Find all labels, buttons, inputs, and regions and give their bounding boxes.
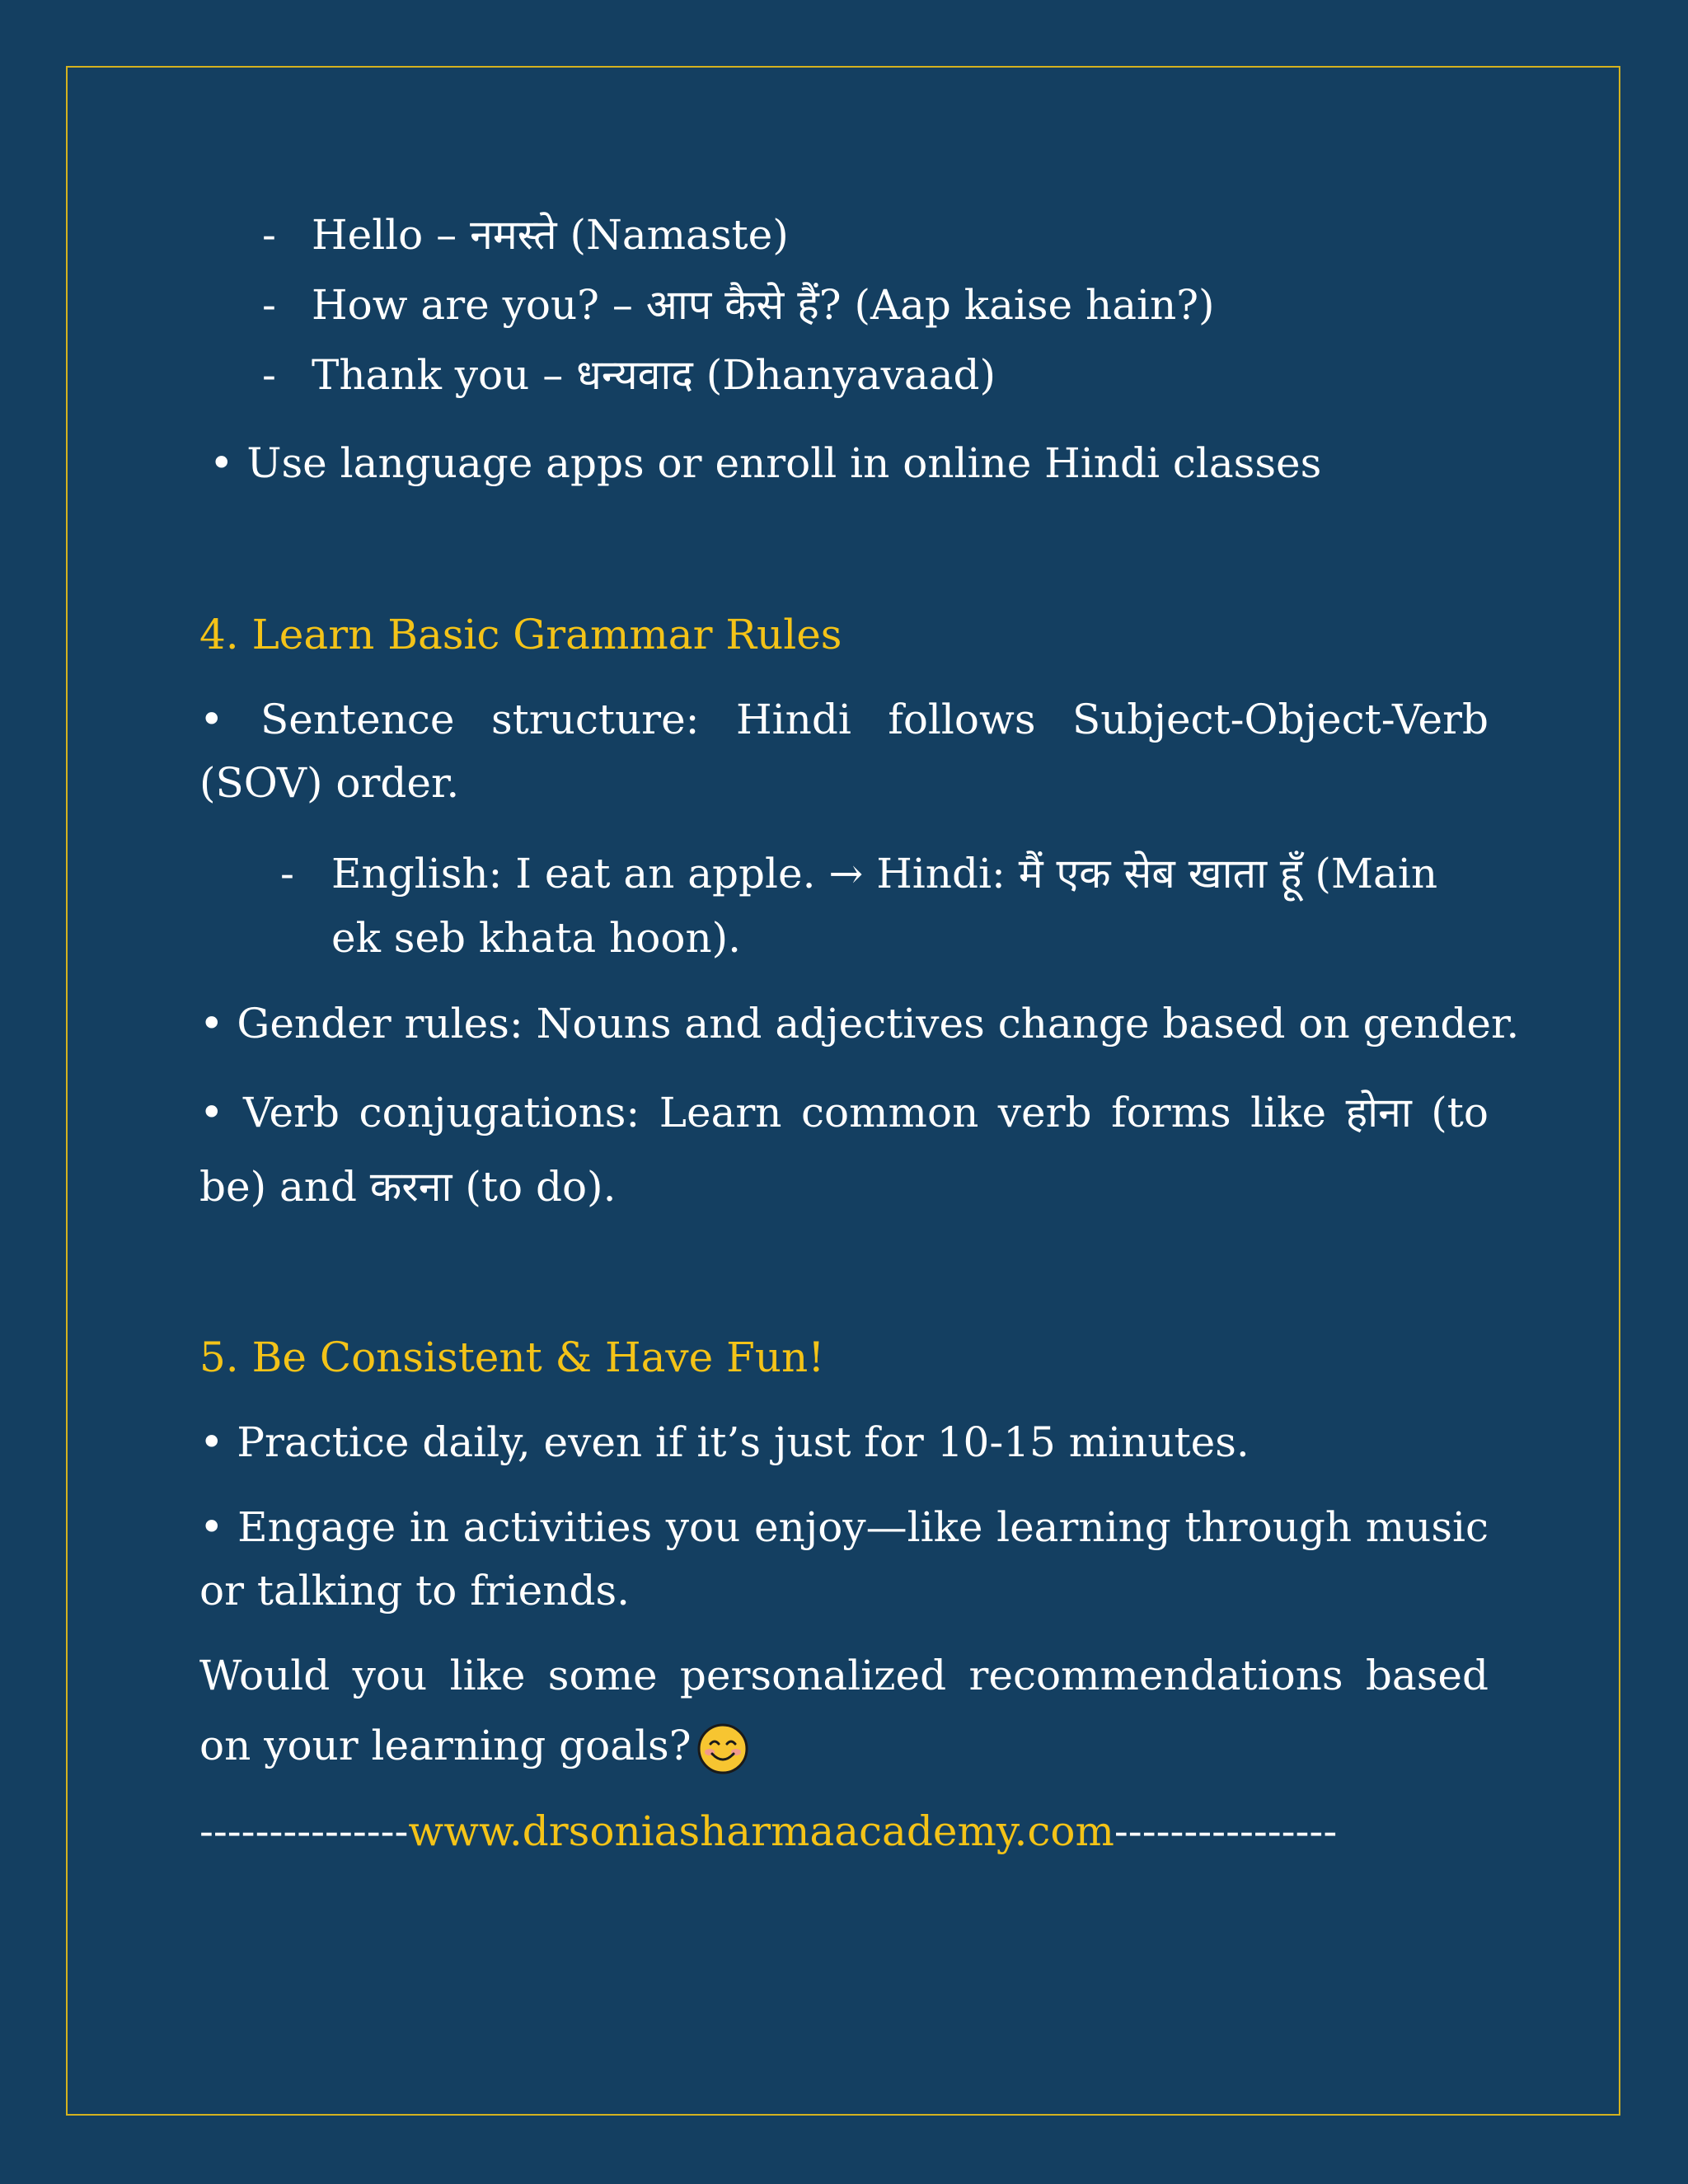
question-line2 (199, 1721, 749, 1775)
phrase-item (262, 210, 789, 260)
list-dash: - (262, 281, 276, 329)
sentence-structure-line2: (SOV) order. (199, 759, 460, 807)
gender-bullet: • Gender rules: Nouns and adjectives change based on gender. (199, 1000, 1520, 1047)
phrase-item (262, 280, 1215, 330)
phrase-item (262, 350, 996, 400)
engage-line1: • Engage in activities you enjoy—like learning through music (199, 1503, 1489, 1551)
phrase-text: Hello – नमस्ते (Namaste) (312, 211, 789, 259)
verb-line2: be) and करना (to do). (199, 1163, 617, 1211)
example-line2: ek seb khata hoon). (331, 914, 742, 962)
phrase-text: Thank you – धन्यवाद (Dhanyavaad) (312, 351, 996, 399)
engage-line2: or talking to friends. (199, 1567, 631, 1615)
question-line1: Would you like some personalized recommendations based (199, 1652, 1489, 1699)
footer-left-dashes: --------------- (199, 1807, 409, 1855)
practice-bullet: • Practice daily, even if it’s just for 10-15 minutes. (199, 1418, 1250, 1466)
list-dash: - (262, 351, 276, 399)
sentence-structure-line1: • Sentence structure: Hindi follows Subject-Object-Verb (199, 696, 1489, 743)
apps-bullet: • Use language apps or enroll in online Hindi classes (209, 439, 1322, 487)
verb-line1: • Verb conjugations: Learn common verb forms like होना (to (199, 1089, 1489, 1137)
example-dash: - (280, 850, 294, 898)
phrase-text: How are you? – आप कैसे हैं? (Aap kaise hain?) (312, 281, 1215, 329)
footer-right-dashes: ---------------- (1114, 1807, 1338, 1855)
example-line1: English: I eat an apple. → Hindi: मैं एक सेब खाता हूँ (Main (331, 850, 1438, 898)
smiling-face-icon (696, 1722, 749, 1775)
section-5-heading: 5. Be Consistent & Have Fun! (199, 1333, 825, 1381)
list-dash: - (262, 211, 276, 259)
footer-line (199, 1807, 1337, 1856)
section-4-heading: 4. Learn Basic Grammar Rules (199, 611, 842, 658)
website-link[interactable]: www.drsoniasharmaacademy.com (408, 1807, 1114, 1855)
question-text: on your learning goals? (199, 1722, 692, 1769)
